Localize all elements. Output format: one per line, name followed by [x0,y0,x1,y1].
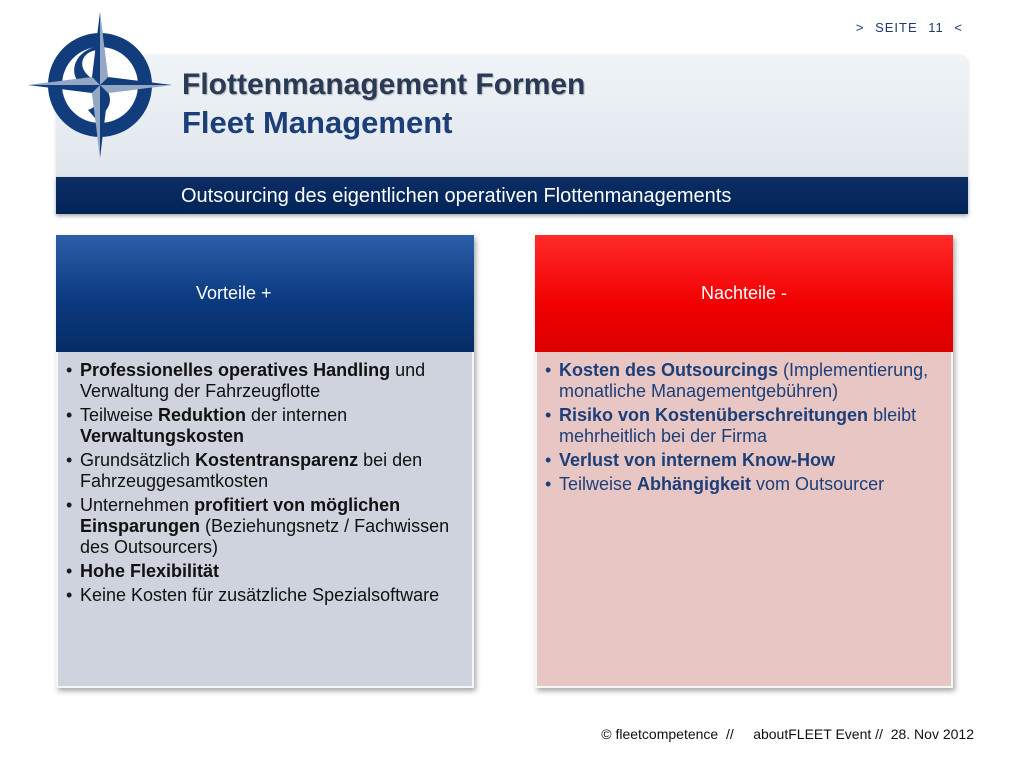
bullet-text: (Beziehungsnetz / Fachwissen des Outsourcers) [80,516,450,557]
bullet-emphasis: Hohe Flexibilität [80,561,220,581]
bullet-text: und Verwaltung der Fahrzeugflotte [80,360,426,401]
bullet-emphasis: Kostentransparenz [195,450,359,470]
bullet-emphasis: profitiert von möglichen Einsparungen [80,495,401,536]
bullet-item [66,405,460,447]
bullet-text: bleibt mehrheitlich bei der Firma [559,405,917,446]
footer-event: aboutFLEET Event [753,726,872,742]
bullet-text: Teilweise [80,405,159,425]
footer-separator: // [871,726,891,742]
bullet-emphasis: Verlust von internem Know-How [559,450,836,470]
disadvantages-panel [535,235,953,688]
footer-date: 28. Nov 2012 [890,726,974,742]
bullet-text: Unternehmen [80,495,195,515]
bullet-text: bei den Fahrzeuggesamtkosten [80,450,423,491]
bullet-emphasis: Kosten des Outsourcings [559,360,779,380]
bullet-emphasis: Verwaltungskosten [80,426,245,446]
page-suffix: < [954,20,963,35]
compass-rose-logo-icon [20,10,180,160]
topic-text: Outsourcing des eigentlichen operativen Flottenmanagements [181,185,732,207]
bullet-emphasis: Abhängigkeit [637,474,752,494]
bullet-item [66,585,460,606]
slide-title: Flottenmanagement Formen [182,68,586,101]
bullet-item [545,450,939,471]
bullet-item [66,561,460,582]
advantages-panel [56,235,474,688]
bullet-text: der internen [246,405,348,425]
footer-copyright: © fleetcompetence [601,726,719,742]
advantages-heading-box [56,235,474,352]
page-number: 11 [928,20,944,35]
bullet-emphasis: Risiko von Kostenüberschreitungen [559,405,869,425]
bullet-emphasis: Reduktion [158,405,247,425]
footer-separator: // [718,726,754,742]
footer [601,726,974,742]
advantages-list [66,360,460,606]
advantages-heading: Vorteile + [196,283,272,303]
bullet-text: Keine Kosten für zusätzliche Spezialsoftware [80,585,440,605]
bullet-item [66,495,460,558]
disadvantages-body [535,352,953,688]
bullet-item [66,360,460,402]
page-indicator [853,20,966,35]
bullet-item [545,474,939,495]
slide-subtitle: Fleet Management [182,105,453,140]
topic-bar [56,177,968,214]
bullet-text: (Implementierung, monatliche Managementgebühren) [559,360,929,401]
bullet-item [545,405,939,447]
page-prefix: > [855,20,865,35]
disadvantages-heading-box [535,235,953,352]
advantages-body [56,352,474,688]
bullet-item [545,360,939,402]
disadvantages-list [545,360,939,495]
bullet-emphasis: Professionelles operatives Handling [80,360,391,380]
disadvantages-heading: Nachteile - [700,283,788,303]
bullet-text: Grundsätzlich [80,450,196,470]
page-label: SEITE [875,20,918,35]
bullet-text: vom Outsourcer [751,474,885,494]
bullet-item [66,450,460,492]
bullet-text: Teilweise [559,474,638,494]
